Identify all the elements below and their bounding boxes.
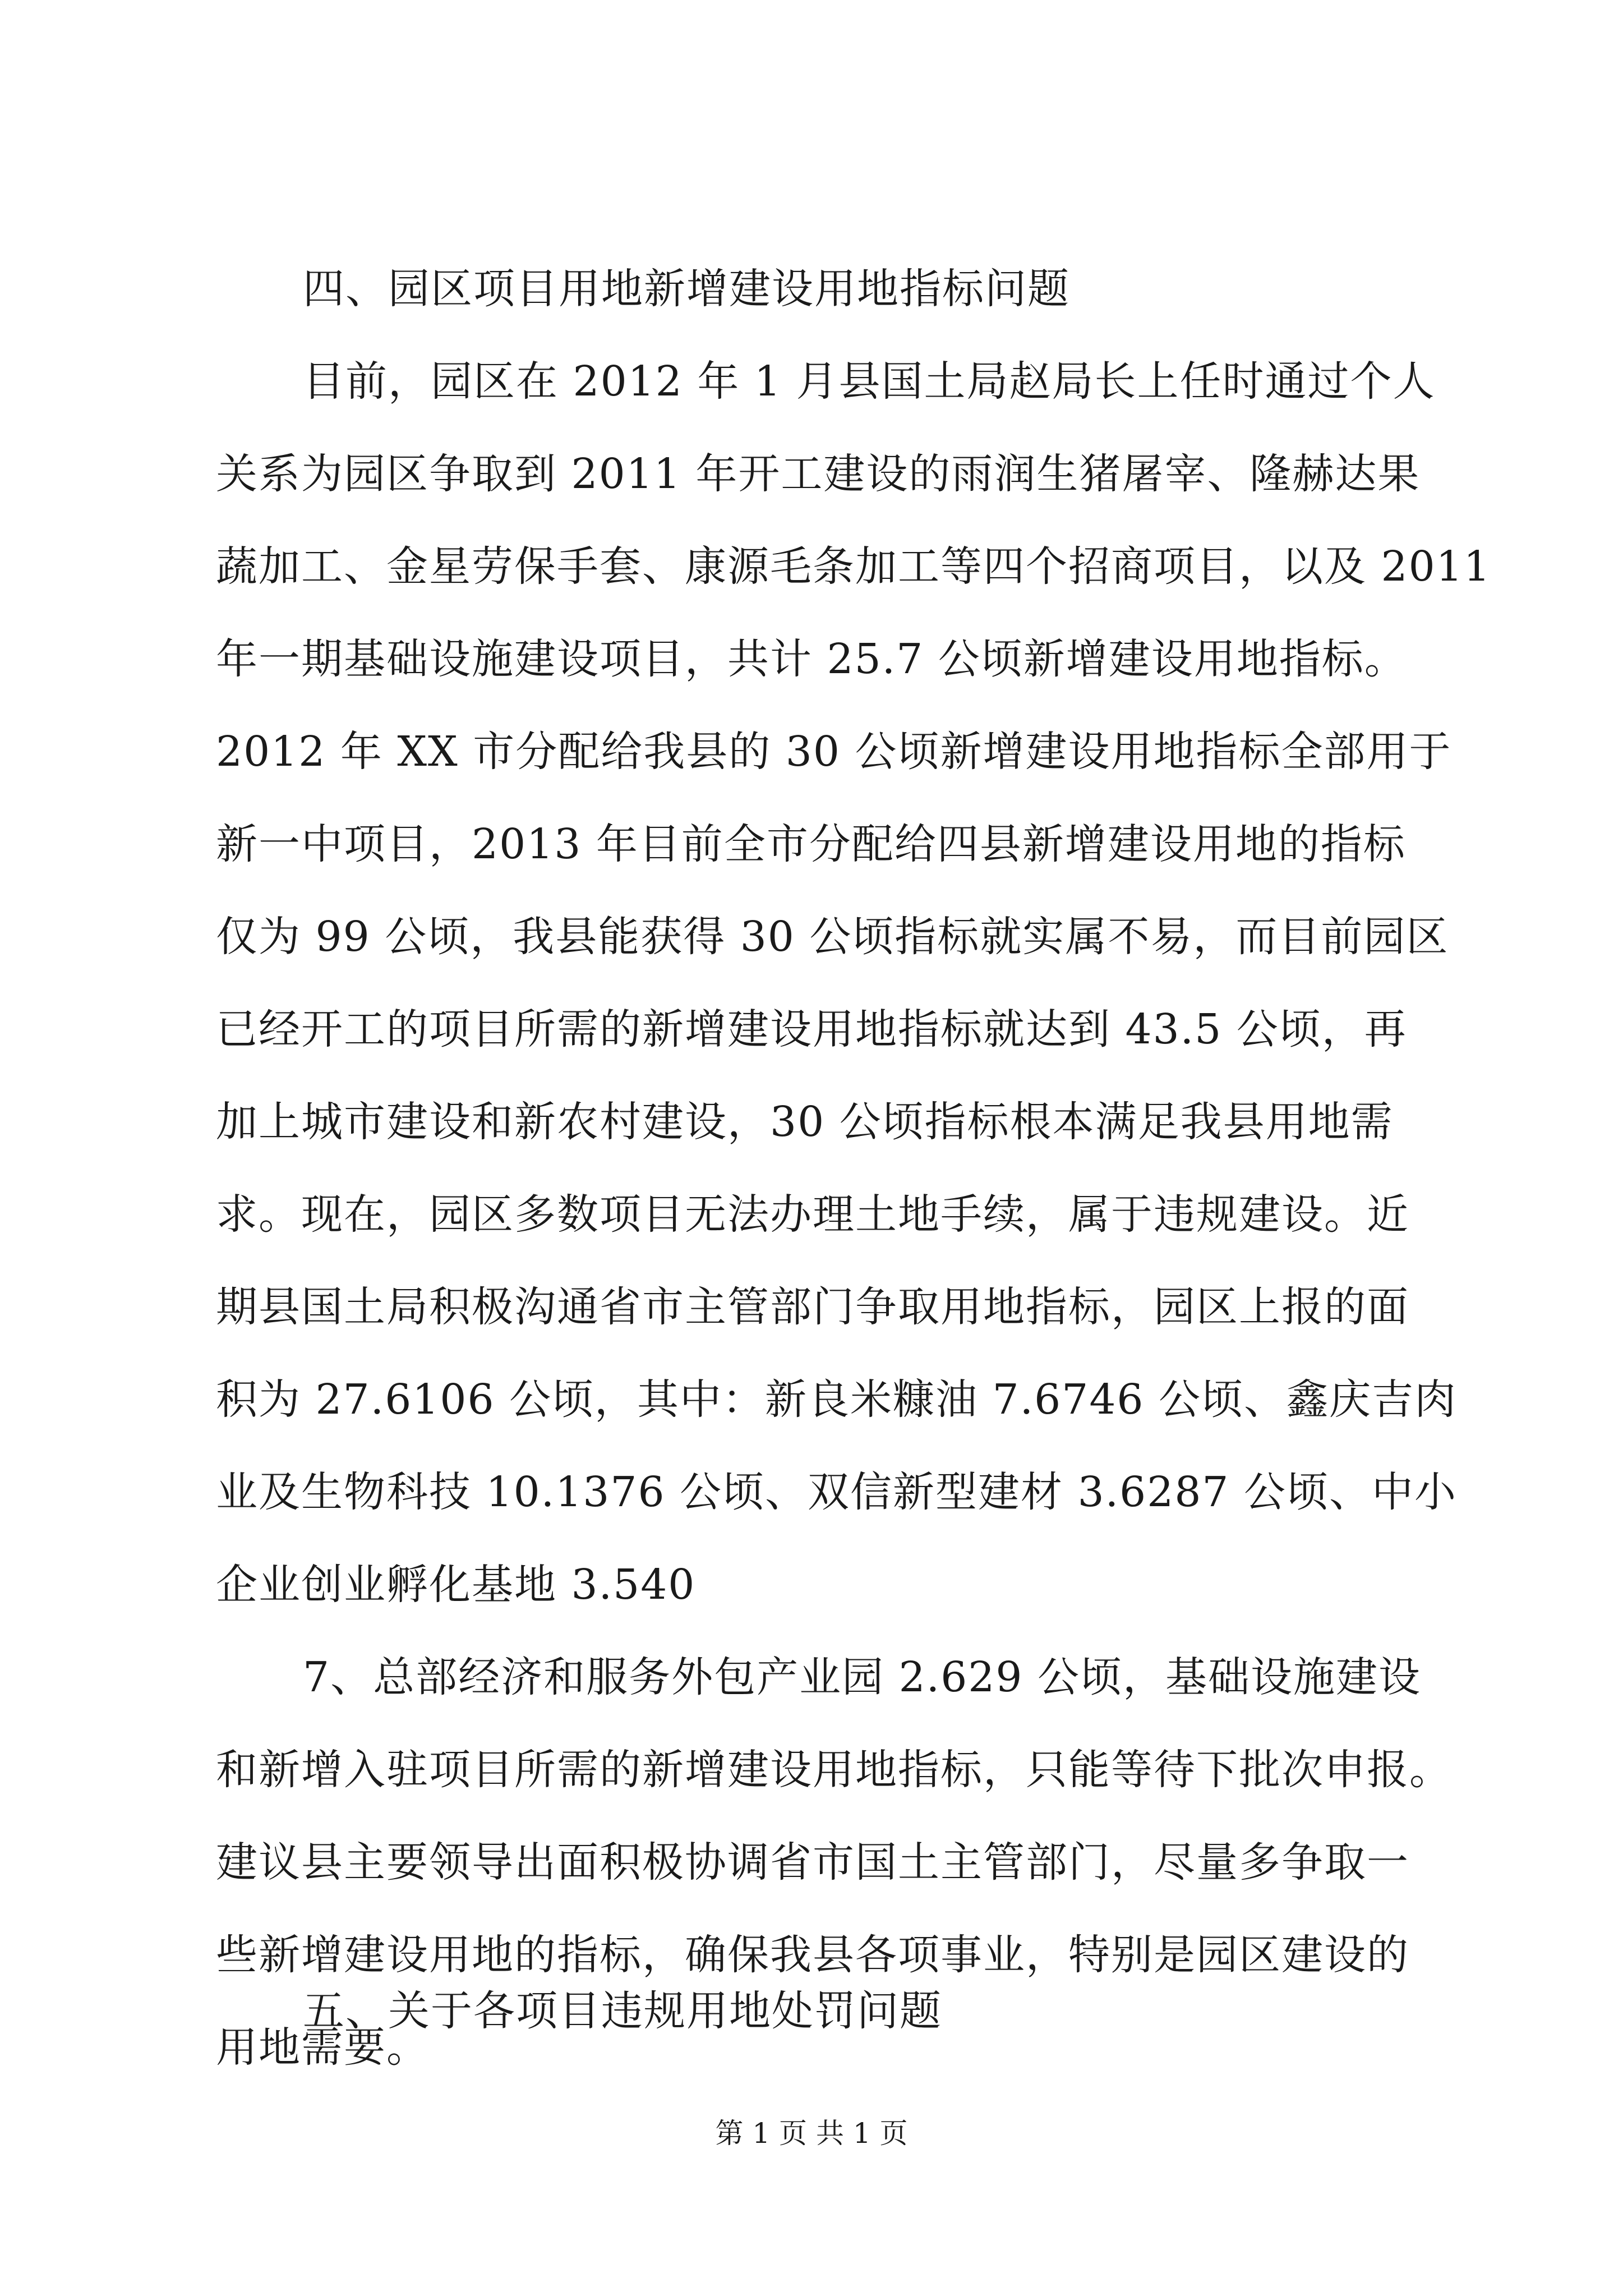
- paragraph-1-line-3: 蔬加工、金星劳保手套、康源毛条加工等四个招商项目，以及 2011: [216, 542, 1491, 591]
- paragraph-2-line-1: 7、总部经济和服务外包产业园 2.629 公顷，基础设施建设: [303, 1653, 1421, 1701]
- paragraph-1-line-12: 积为 27.6106 公顷，其中：新良米糠油 7.6746 公顷、鑫庆吉肉: [216, 1375, 1458, 1424]
- section-five-heading: 五、关于各项目违规用地处罚问题: [303, 1987, 942, 2035]
- paragraph-1-line-10: 求。现在，园区多数项目无法办理土地手续，属于违规建设。近: [216, 1190, 1409, 1239]
- page-number-footer: 第 1 页 共 1 页: [715, 2117, 908, 2150]
- paragraph-1-line-7: 仅为 99 公顷，我县能获得 30 公顷指标就实属不易，而目前园区: [216, 913, 1449, 961]
- paragraph-1-line-8: 已经开工的项目所需的新增建设用地指标就达到 43.5 公顷，再: [216, 1005, 1407, 1053]
- paragraph-2-line-4: 些新增建设用地的指标，确保我县各项事业，特别是园区建设的: [216, 1931, 1409, 1979]
- paragraph-1-line-4: 年一期基础设施建设项目，共计 25.7 公顷新增建设用地指标。: [216, 635, 1407, 683]
- section-four-heading: 四、园区项目用地新增建设用地指标问题: [303, 265, 1070, 313]
- paragraph-1-line-1: 目前，园区在 2012 年 1 月县国土局赵局长上任时通过个人: [303, 357, 1436, 406]
- paragraph-1-line-11: 期县国土局积极沟通省市主管部门争取用地指标，园区上报的面: [216, 1283, 1409, 1331]
- paragraph-2-line-2: 和新增入驻项目所需的新增建设用地指标，只能等待下批次申报。: [216, 1746, 1452, 1794]
- paragraph-1-line-5: 2012 年 XX 市分配给我县的 30 公顷新增建设用地指标全部用于: [216, 728, 1452, 776]
- paragraph-1-line-2: 关系为园区争取到 2011 年开工建设的雨润生猪屠宰、隆赫达果: [216, 450, 1421, 498]
- paragraph-1-line-9: 加上城市建设和新农村建设，30 公顷指标根本满足我县用地需: [216, 1098, 1394, 1146]
- paragraph-1-line-14: 企业创业孵化基地 3.540: [216, 1561, 696, 1609]
- paragraph-1-line-13: 业及生物科技 10.1376 公顷、双信新型建材 3.6287 公顷、中小: [216, 1468, 1458, 1516]
- paragraph-2-line-5: 用地需要。: [216, 2023, 429, 2072]
- paragraph-2-line-3: 建议县主要领导出面积极协调省市国土主管部门，尽量多争取一: [216, 1838, 1409, 1887]
- paragraph-1-line-6: 新一中项目，2013 年目前全市分配给四县新增建设用地的指标: [216, 820, 1406, 868]
